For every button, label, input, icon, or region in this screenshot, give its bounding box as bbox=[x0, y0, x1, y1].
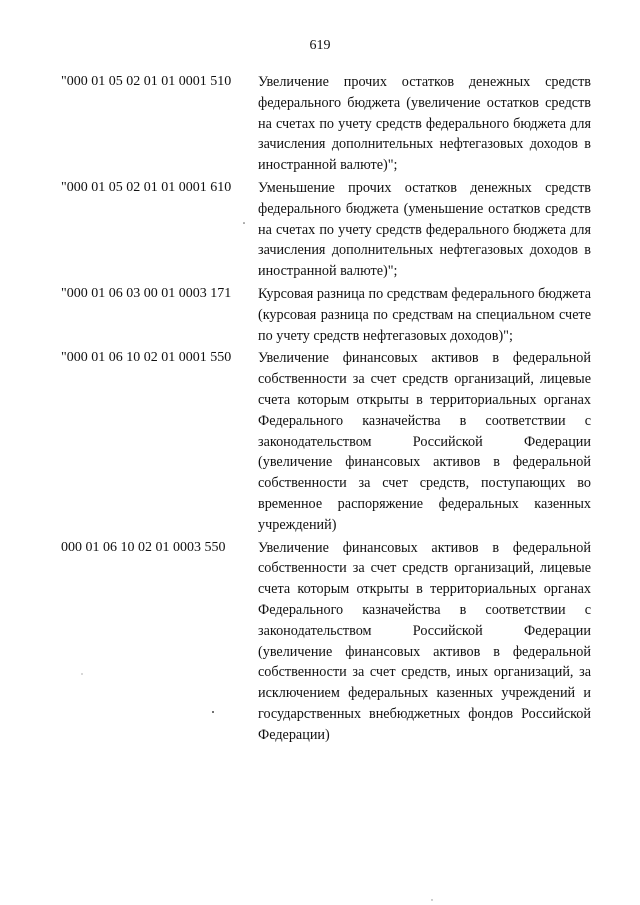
budget-code-entry bbox=[61, 72, 591, 176]
page-number: 619 bbox=[309, 38, 331, 53]
budget-code-description: Увеличение финансовых активов в федеральной собственности за счет средств организаций, лицевые счета которым открыты в территориальных органах Федерального казначейства в соответствии с законодательством Российской Федерации (увеличение финансовых активов в федеральной собственности за счет средств, поступающих во временное распоряжение федеральных казенных учреждений) bbox=[258, 350, 591, 533]
budget-code-entry bbox=[61, 348, 591, 535]
budget-code-description: Увеличение прочих остатков денежных средств федерального бюджета (увеличение остатков средств на счетах по учету средств федерального бюджета для зачисления дополнительных нефтегазовых доходов в иностранной валюте)"; bbox=[258, 74, 591, 174]
budget-code: "000 01 05 02 01 01 0001 510 bbox=[61, 74, 232, 89]
scan-speck bbox=[431, 899, 432, 900]
budget-code-entry bbox=[61, 284, 591, 346]
budget-code: 000 01 06 10 02 01 0003 550 bbox=[61, 539, 226, 555]
budget-code: "000 01 06 03 00 01 0003 171 bbox=[61, 285, 232, 301]
budget-code-description: Увеличение финансовых активов в федеральной собственности за счет средств организаций, лицевые счета которым открыты в территориальных органах Федерального казначейства в соответствии с законодательством Российской Федерации (увеличение финансовых активов в федеральной собственности за счет средств, иных организаций, за исключением федеральных казенных учреждений и государственных внебюджетных фондов Российской Федерации) bbox=[258, 539, 591, 743]
budget-code-list bbox=[61, 72, 591, 748]
budget-code-entry bbox=[61, 178, 591, 282]
budget-code-description: Уменьшение прочих остатков денежных средств федерального бюджета (уменьшение остатков средств на счетах по учету средств федерального бюджета для зачисления дополнительных нефтегазовых доходов в иностранной валюте)"; bbox=[258, 179, 591, 280]
budget-code-entry bbox=[61, 538, 591, 746]
budget-code: "000 01 06 10 02 01 0001 550 bbox=[61, 350, 232, 366]
budget-code-description: Курсовая разница по средствам федерального бюджета (курсовая разница по средствам на специальном счете по учету средств нефтегазовых доходов)"; bbox=[258, 285, 591, 344]
budget-code: "000 01 05 02 01 01 0001 610 bbox=[61, 179, 232, 195]
